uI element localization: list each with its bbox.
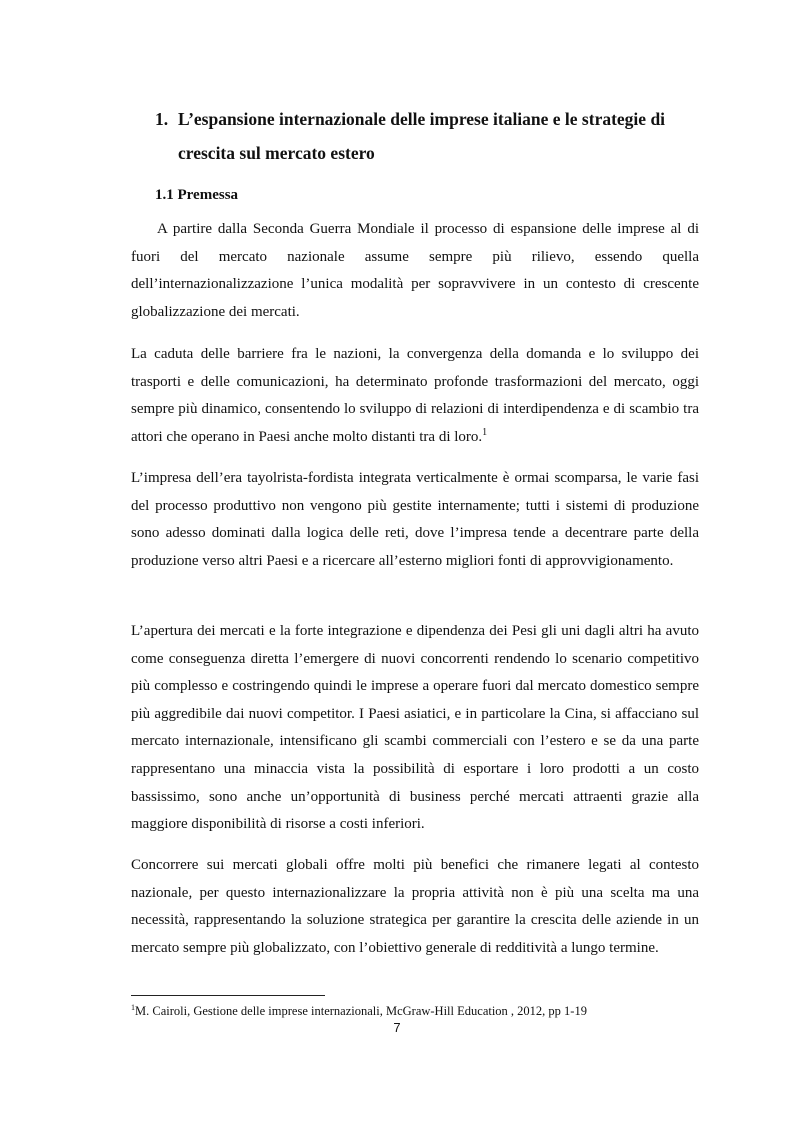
paragraph-3: L’impresa dell’era tayolrista-fordista integrata verticalmente è ormai scomparsa, le varie fasi del processo produttivo non vengono più gestite internamente; tutti i sistemi di produzione sono adesso dominati dalla logica delle reti, dove l’impresa tende a decentrare parte della produzione verso altri Paesi e a ricercare all’esterno migliori fonti di approvvigionamento.: [131, 470, 699, 569]
chapter-number: 1.: [155, 109, 169, 129]
chapter-title: [155, 102, 715, 170]
footnote-text: M. Cairoli, Gestione delle imprese internazionali, McGraw-Hill Education , 2012, pp 1-19: [135, 1004, 587, 1018]
footnote-marker: 1: [131, 1002, 135, 1012]
section-title: 1.1 Premessa: [155, 187, 239, 203]
footnote-reference[interactable]: 1: [482, 426, 488, 438]
paragraph-5: Concorrere sui mercati globali offre molti più benefici che rimanere legati al contesto nazionale, per questo internazionalizzare la propria attività non è più una scelta ma una necessità, rappresentando la soluzione strategica per garantire la crescita delle aziende in un mercato sempre più globalizzato, con l’obiettivo generale di redditività a lungo termine.: [131, 857, 699, 956]
paragraph-1: A partire dalla Seconda Guerra Mondiale il processo di espansione delle imprese al di fuori del mercato nazionale assume sempre più rilievo, essendo quella dell’internazionalizzazione l’unica modalità per sopravvivere in un contesto di crescente globalizzazione dei mercati.: [131, 221, 699, 320]
page-number: 7: [393, 1020, 401, 1035]
footnote-separator: [131, 995, 325, 996]
footnote: [131, 1003, 587, 1019]
paragraph-2: [131, 341, 699, 451]
chapter-title-text: L’espansione internazionale delle imprese italiane e le strategie di crescita sul mercato estero: [178, 109, 666, 163]
paragraph-4: L’apertura dei mercati e la forte integrazione e dipendenza dei Pesi gli uni dagli altri ha avuto come conseguenza diretta l’emergere di nuovi concorrenti rendendo lo scenario competitivo più complesso e costringendo quindi le imprese a operare fuori dal mercato domestico sempre più aggredibile dai nuovi competitor. I Paesi asiatici, e in particolare la Cina, si affacciano sul mercato internazionale, intensificano gli scambi commerciali con l’estero e se da una parte rappresentano una minaccia vista la possibilità di esportare i loro prodotti a un costo bassissimo, sono anche un’opportunità di business perché mercati attraenti grazie alla maggiore disponibilità di risorse a costi inferiori.: [131, 623, 699, 833]
paragraph-2-text: La caduta delle barriere fra le nazioni, la convergenza della domanda e lo sviluppo dei trasporti e delle comunicazioni, ha determinato profonde trasformazioni del mercato, oggi sempre più dinamico, consentendo lo sviluppo di relazioni di interdipendenza e di scambio tra attori che operano in Paesi anche molto distanti tra di loro.: [131, 346, 699, 445]
